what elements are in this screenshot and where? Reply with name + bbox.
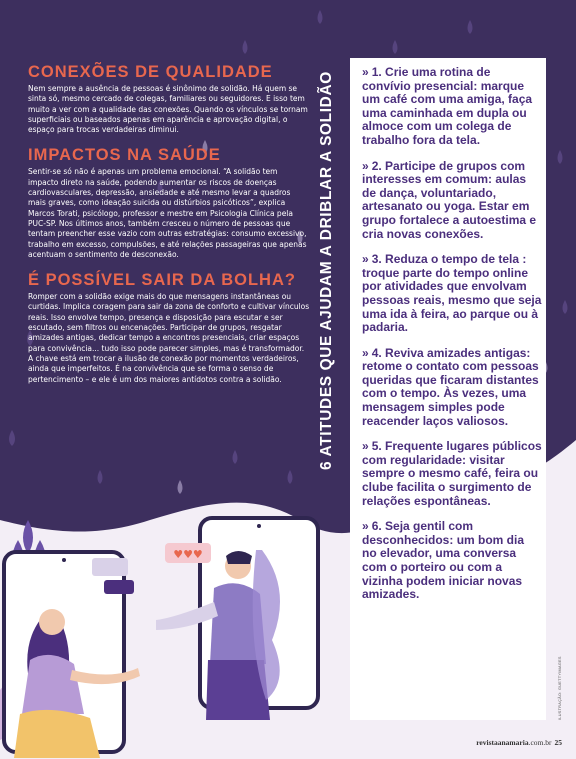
list-item — [362, 347, 542, 429]
tip-text: 2. Participe de grupos com interesses em comum: aulas de dança, voluntariado, artesanato ou yoga. Estar em grupo fortalece a autoestima e cria novas conexões. — [362, 158, 537, 241]
heart-icon — [165, 543, 211, 563]
list-item — [362, 66, 542, 148]
section-heading-conexoes: CONEXÕES DE QUALIDADE — [28, 63, 273, 81]
chevron-right-icon: » — [362, 345, 369, 360]
list-item — [362, 520, 542, 602]
chevron-right-icon: » — [362, 252, 369, 267]
list-item — [362, 160, 542, 242]
chevron-right-icon: » — [362, 65, 369, 79]
list-item — [362, 440, 542, 508]
section-heading-sair-da-bolha: É POSSÍVEL SAIR DA BOLHA? — [28, 271, 296, 290]
vertical-title: 6 ATITUDES QUE AJUDAM A DRIBLAR A SOLIDÃO — [318, 71, 335, 470]
section-body-sair-da-bolha: Romper com a solidão exige mais do que mensagens instantâneas ou curtidas. Implica coragem para sair da zona de conforto e cultivar vínculos reais. Isso envolve tempo, presença e disposição para escutar e ser escutado, sem filtros ou encenações. Participar de grupos, resgatar amizades antigas, dedicar tempo a encontros presenciais, criar espaços para convivência... tudo isso pode parecer simples, mas é transformador. A chave está em trocar a ilusão de conexão por momentos verdadeiros, ainda que imperfeitos. É na convivência que se forma o senso de pertencimento – e ele é um dos maiores antídotos contra a solidão. — [28, 292, 310, 384]
illustration-credit: ILUSTRAÇÃO: GUETTYIMAGES — [558, 656, 562, 720]
tip-text: 6. Seja gentil com desconhecidos: um bom dia no elevador, uma conversa com o porteiro ou com a vizinha podem iniciar novas amizades. — [362, 519, 525, 602]
footer-domain: .com.br — [528, 738, 552, 747]
article-column — [28, 62, 310, 385]
page-footer — [476, 738, 562, 747]
tip-text: 5. Frequente lugares públicos com regularidade: visitar sempre o mesmo café, feira ou clube facilita o surgimento de relações espontâneas. — [362, 439, 542, 508]
chevron-right-icon: » — [362, 439, 369, 454]
list-item — [362, 253, 542, 335]
illustration-phones — [0, 510, 330, 759]
svg-text:♥♥♥: ♥♥♥ — [173, 548, 203, 561]
chevron-right-icon: » — [362, 519, 369, 534]
page-number: 25 — [554, 738, 562, 747]
tip-text: 3. Reduza o tempo de tela : troque parte do tempo online por atividades que envolvam pessoas reais, mesmo que seja uma ida à feira, ao parque ou à padaria. — [362, 252, 542, 335]
footer-site: revistaanamaria — [476, 738, 529, 747]
section-body-conexoes: Nem sempre a ausência de pessoas é sinônimo de solidão. Há quem se sinta só, mesmo cercado de colegas, familiares ou seguidores. E isso tem muito a ver com a qualidade das conexões. Quando os vínculos se tornam superficiais ou baseados apenas em aparência e aprovação digital, o espaço para trocas verdadeiras diminui. — [28, 84, 308, 135]
tip-text: 4. Reviva amizades antigas: retome o contato com pessoas queridas que ficaram distantes com o tempo. Às vezes, uma mensagem simples pode reacender laços valiosos. — [362, 345, 539, 428]
tips-list — [362, 66, 542, 614]
chevron-right-icon: » — [362, 158, 369, 173]
tip-text: 1. Crie uma rotina de convívio presencial: marque um café com uma amiga, faça uma caminhada em dupla ou almoce com um colega de trabalho fora da tela. — [362, 65, 533, 147]
section-heading-impactos: IMPACTOS NA SAÚDE — [28, 146, 221, 165]
section-body-impactos: Sentir-se só não é apenas um problema emocional. “A solidão tem impacto direto na saúde, podendo aumentar os riscos de doenças cardiovasculares, depressão, ansiedade e até mesmo levar a quadros mais graves, como ideação suicida ou distúrbios psicóticos”, explica Marcos Torati, psicólogo, professor e mestre em Psicologia Clínica pela PUC-SP. Nos últimos anos, também cresceu o número de pessoas que tentam preencher esse vazio com outras estratégias: consumo excessivo, trabalho em excesso, compulsões, e até relações passageiras que apenas acentuam o sentimento de desconexão. — [28, 167, 307, 259]
